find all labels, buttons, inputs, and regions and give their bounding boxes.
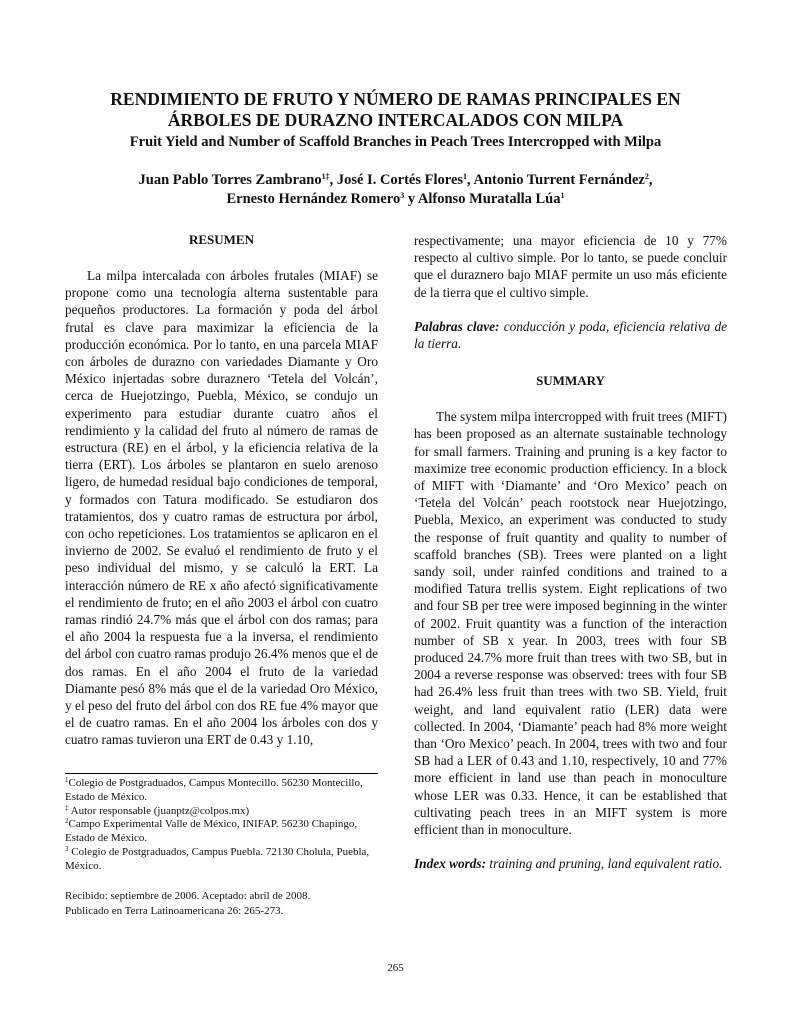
right-column: [414, 232, 727, 873]
title-spanish-line2: ÁRBOLES DE DURAZNO INTERCALADOS CON MILPA: [167, 110, 624, 130]
index-words-text: training and pruning, land equivalent ratio.: [489, 856, 723, 872]
received-accepted-date: Recibido: septiembre de 2006. Aceptado: abril de 2008.: [65, 890, 311, 902]
footnote: $^2$Campo Experimental Valle de México, INIFAP. 56230 Chapingo, Estado de México.: [65, 817, 358, 845]
author-affiliation-mark: 1‡: [321, 172, 330, 181]
author-affiliation-mark: 3: [400, 191, 405, 200]
palabras-clave-label: Palabras clave:: [414, 318, 500, 334]
author-list: [40, 171, 751, 209]
title-spanish: [40, 89, 751, 131]
index-words-label: Index words:: [414, 856, 487, 872]
author-affiliation-mark: 1: [560, 191, 565, 200]
published-in: Publicado en Terra Latinoamericana 26: 265-273.: [65, 904, 284, 917]
author-affiliation-mark: 2: [644, 172, 649, 181]
title-english: Fruit Yield and Number of Scaffold Branches in Peach Trees Intercropped with Milpa: [129, 134, 662, 150]
author-name: Alfonso Muratalla Lúa: [417, 191, 561, 207]
author-affiliation-mark: 1: [463, 172, 468, 181]
index-words: [414, 855, 727, 872]
palabras-clave-text: conducción y poda, eficiencia relativa de la tierra.: [414, 318, 728, 352]
resumen-heading: RESUMEN: [188, 232, 254, 247]
summary-heading: SUMMARY: [536, 373, 605, 389]
footnote: $^1$Colegio de Postgraduados, Campus Montecillo. 56230 Montecillo, Estado de México.: [65, 776, 363, 803]
summary-body: The system milpa intercropped with fruit trees (MIFT) has been proposed as an alternate sustainable technology for small farmers. Training and pruning is a key factor to maximize tree economic production efficiency. In a block of MIFT with ‘Diamante’ and ‘Oro Mexico’ peach on ‘Tetela del Volcán’ peach rootstock near Huejotzingo, Puebla, Mexico, an experiment was conducted to study the response of fruit quantity and quality to number of scaffold branches (SB). Trees were planted on a light sandy soil, under rainfed conditions and trained to a modified Tatura trellis system. Eight replications of two and four SB per tree were imposed beginning in the winter of 2002. Fruit quantity was a function of the interaction number of SB x year. In 2003, trees with four SB produced 24.7% more fruit than trees with two SB, but in 2004 a reverse response was observed: trees with four SB had 26.4% less fruit than trees with two SB. Yield, fruit weight, and land equivalent ratio (LER) data were collected. In 2004, ‘Diamante’ peach had 8% more weight than ‘Oro Mexico’ peach. In 2004, trees with two and four SB had a LER of 0.43 and 1.10, respectively, 10 and 77% more efficient in land use than peach in monoculture whose LER was 0.33. Hence, it can be established that cultivating peach trees in an MIFT system is more efficient than in monoculture.: [414, 409, 727, 838]
publication-dates: [65, 889, 378, 918]
author-name: José I. Cortés Flores: [336, 172, 464, 188]
footnote: ‡ Autor responsable (juanptz@colpos.mx): [65, 803, 250, 817]
footnote: $^3$ Colegio de Postgraduados, Campus Puebla. 72130 Cholula, Puebla, México.: [65, 844, 370, 872]
author-name: Ernesto Hernández Romero: [226, 191, 401, 207]
footnotes: [65, 777, 378, 874]
author-name: Antonio Turrent Fernández: [473, 172, 645, 188]
author-name: Juan Pablo Torres Zambrano: [138, 172, 322, 188]
title-spanish-line1: RENDIMIENTO DE FRUTO Y NÚMERO DE RAMAS PRINCIPALES EN: [110, 89, 681, 109]
resumen-body: La milpa intercalada con árboles frutales (MIAF) se propone como una tecnología alterna sustentable para pequeños productores. La formación y poda del árbol frutal es clave para maximizar la eficiencia de la producción económica. Por lo tanto, en una parcela MIAF con árboles de durazno con variedades Diamante y Oro México injertadas sobre duraznero ‘Tetela del Volcán’, cerca de Huejotzingo, Puebla, México, se condujo un experimento para estudiar durante cuatro años el rendimiento y la calidad del fruto al número de ramas de estructura (RE) en el árbol, y la eficiencia relativa de la tierra (ERT). Los árboles se plantaron en suelo arenoso ligero, de humedad residual bajo condiciones de temporal, y formados con Tatura modificado. Se estudiaron dos tratamientos, dos y cuatro ramas de estructura por árbol, con ocho repeticiones. Los tratamientos se aplicaron en el invierno de 2002. Se evaluó el rendimiento de fruto y el peso individual del mismo, y se calculó la ERT. La interacción número de RE x año afectó significativamente el rendimiento de fruto; en el año 2003 el árbol con cuatro ramas rindió 24.7% más que el árbol con dos ramas; para el año 2004 la respuesta fue a la inversa, el rendimiento del árbol con cuatro ramas produjo 26.4% menos que el de dos ramas. En el año 2004 el fruto de la variedad Diamante pesó 8% más que el de la variedad Oro México, y el peso del fruto del árbol con dos RE fue 4% mayor que el de cuatro ramas. En el año 2004 los árboles con dos y cuatro ramas tuvieron una ERT de 0.43 y 1.10,: [65, 268, 378, 748]
author-line2: Ernesto Hernández Romero$^3$ y Alfonso Muratalla Lúa$^1$: [226, 191, 565, 207]
page-number: 265: [387, 962, 404, 974]
author-line1: Juan Pablo Torres Zambrano$^{1\ddagger}$, José I. Cortés Flores$^1$, Antonio Turrent Fernández$^2$,: [138, 172, 653, 188]
left-column: [65, 232, 378, 749]
palabras-clave: [414, 318, 727, 352]
footnote-rule: [65, 773, 378, 774]
resumen-continuation: respectivamente; una mayor eficiencia de 10 y 77% respecto al cultivo simple. Por lo tanto, se puede concluir que el duraznero bajo MIAF permite un uso más eficiente de la tierra que el cultivo simple.: [414, 233, 727, 300]
